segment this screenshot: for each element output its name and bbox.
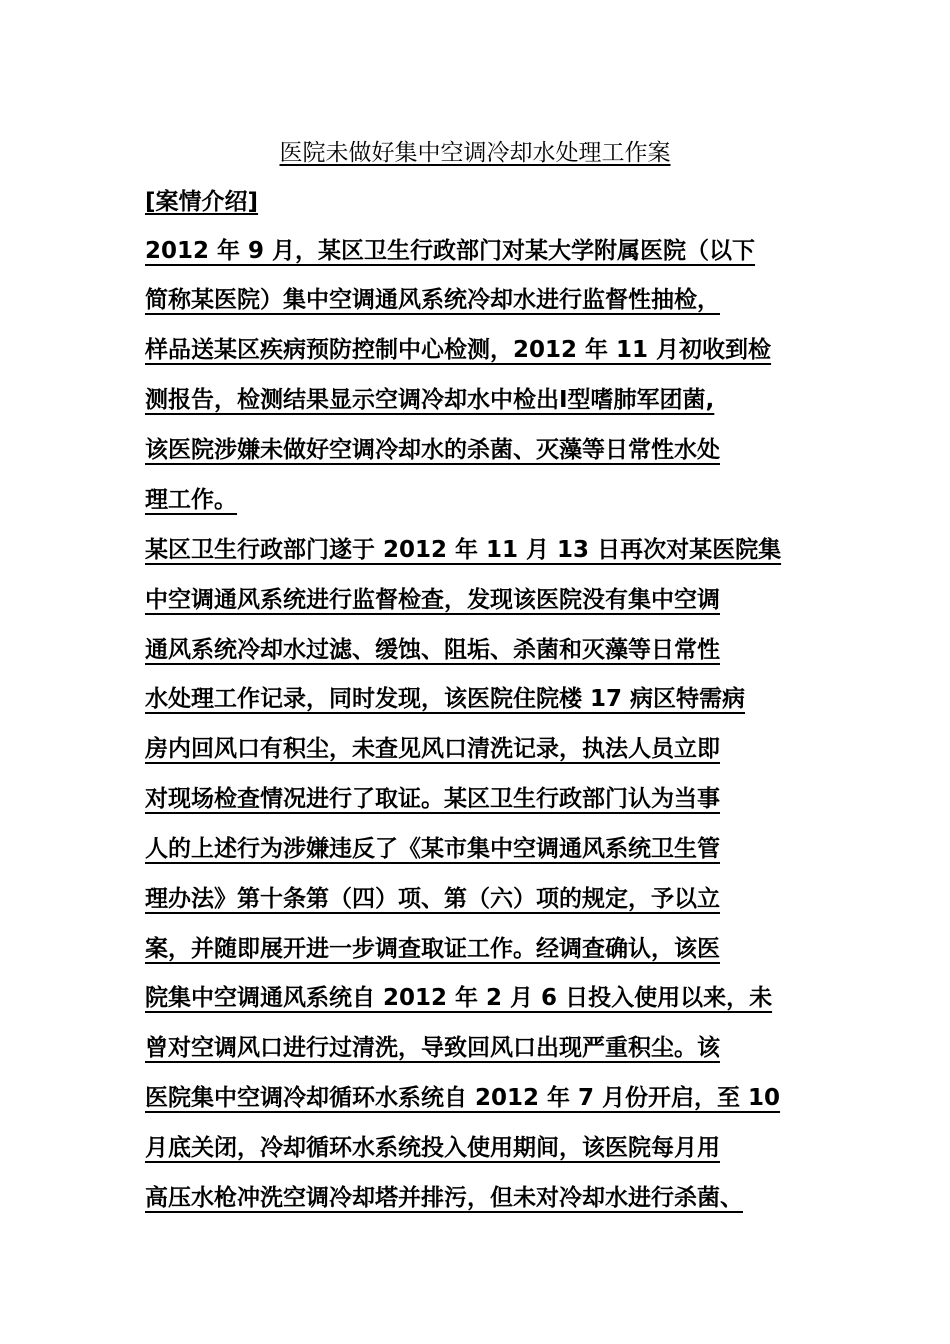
body-line: 案，并随即展开进一步调查取证工作。经调查确认，该医 bbox=[145, 936, 720, 962]
body-line: 通风系统冷却水过滤、缓蚀、阻垢、杀菌和灭藻等日常性 bbox=[145, 637, 720, 663]
body-line: 房内回风口有积尘，未查见风口清洗记录，执法人员立即 bbox=[145, 736, 720, 762]
body-line: 测报告，检测结果显示空调冷却水中检出Ⅰ型嗜肺军团菌, bbox=[145, 387, 715, 413]
body-line: 简称某医院）集中空调通风系统冷却水进行监督性抽检， bbox=[145, 287, 720, 313]
body-line: 高压水枪冲洗空调冷却塔并排污，但未对冷却水进行杀菌、 bbox=[145, 1185, 743, 1211]
body-line: 院集中空调通风系统自 2012 年 2 月 6 日投入使用以来，未 bbox=[145, 985, 773, 1011]
body-line: 2012 年 9 月，某区卫生行政部门对某大学附属医院（以下 bbox=[145, 238, 756, 264]
body-line: 曾对空调风口进行过清洗，导致回风口出现严重积尘。该 bbox=[145, 1035, 720, 1061]
body-line: 某区卫生行政部门遂于 2012 年 11 月 13 日再次对某医院集 bbox=[145, 537, 782, 563]
section-heading: [案情介绍] bbox=[145, 189, 259, 215]
body-line: 月底关闭，冷却循环水系统投入使用期间，该医院每月用 bbox=[145, 1135, 720, 1161]
body-line: 该医院涉嫌未做好空调冷却水的杀菌、灭藻等日常性水处 bbox=[145, 437, 720, 463]
document-title: 医院未做好集中空调冷却水处理工作案 bbox=[279, 140, 671, 166]
body-line: 水处理工作记录，同时发现，该医院住院楼 17 病区特需病 bbox=[145, 686, 746, 712]
body-line: 中空调通风系统进行监督检查，发现该医院没有集中空调 bbox=[145, 587, 720, 613]
body-line: 样品送某区疾病预防控制中心检测，2012 年 11 月初收到检 bbox=[145, 337, 772, 363]
body-line: 理工作。 bbox=[145, 487, 237, 513]
body-line: 人的上述行为涉嫌违反了《某市集中空调通风系统卫生管 bbox=[145, 836, 720, 862]
body-line: 理办法》第十条第（四）项、第（六）项的规定，予以立 bbox=[145, 886, 720, 912]
body-line: 医院集中空调冷却循环水系统自 2012 年 7 月份开启，至 10 bbox=[145, 1085, 781, 1111]
body-line: 对现场检查情况进行了取证。某区卫生行政部门认为当事 bbox=[145, 786, 720, 812]
